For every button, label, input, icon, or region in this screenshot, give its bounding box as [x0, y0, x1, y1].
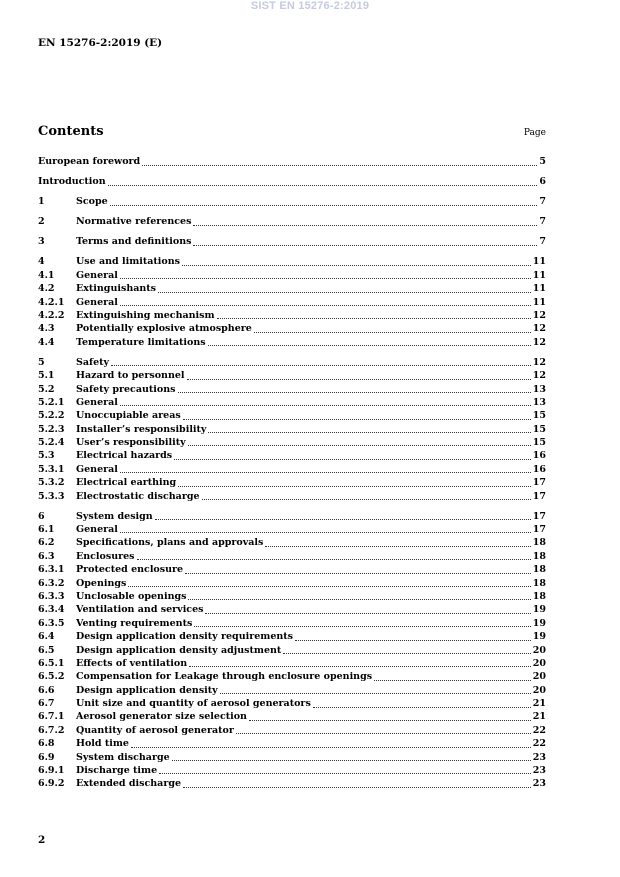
- toc-entry-number: 4.1: [38, 269, 55, 281]
- toc-entry-page: 16: [532, 450, 546, 462]
- toc-entry-title: Use and limitations: [76, 256, 181, 268]
- toc-dot-leader: [159, 773, 531, 774]
- toc-dot-leader: [108, 185, 538, 186]
- toc-dot-leader: [131, 747, 531, 748]
- toc-entry-page: 13: [532, 396, 546, 408]
- toc-entry: [38, 255, 546, 268]
- toc-dot-leader: [187, 379, 531, 380]
- document-identifier: EN 15276-2:2019 (E): [38, 37, 163, 49]
- toc-entry-title: Terms and definitions: [76, 236, 192, 248]
- toc-entry: [38, 711, 546, 724]
- toc-dot-leader: [120, 472, 531, 473]
- toc-entry-title: Temperature limitations: [76, 336, 206, 348]
- toc-dot-leader: [183, 419, 531, 420]
- toc-entry: [38, 463, 546, 476]
- toc-dot-leader: [137, 559, 531, 560]
- toc-entry: [38, 697, 546, 710]
- toc-entry-page: 11: [532, 283, 546, 295]
- toc-dot-leader: [120, 278, 531, 279]
- toc-dot-leader: [182, 265, 531, 266]
- toc-entry-number: 6.9.2: [38, 778, 65, 790]
- toc-entry-title: General: [76, 269, 118, 281]
- toc-entry-title: Protected enclosure: [76, 564, 184, 576]
- toc-entry-page: 19: [532, 617, 546, 629]
- toc-dot-leader: [193, 225, 537, 226]
- toc-entry-page: 7: [539, 196, 546, 208]
- toc-entry-number: 4.2.1: [38, 296, 65, 308]
- toc-entry-page: 19: [532, 604, 546, 616]
- toc-entry-page: 18: [532, 577, 546, 589]
- toc-entry-number: 5.2.1: [38, 396, 65, 408]
- toc-entry-page: 18: [532, 564, 546, 576]
- toc-dot-leader: [202, 499, 531, 500]
- toc-entry: [38, 175, 546, 188]
- toc-entry-number: 4.2: [38, 283, 55, 295]
- toc-entry-number: 5.2.4: [38, 437, 65, 449]
- toc-entry: [38, 369, 546, 382]
- toc-entry-page: 12: [532, 336, 546, 348]
- toc-entry-number: 6.7.2: [38, 724, 65, 736]
- toc-entry-number: 6: [38, 510, 45, 522]
- toc-entry: [38, 684, 546, 697]
- toc-entry-number: 6.5.1: [38, 657, 65, 669]
- toc-entry-page: 17: [532, 524, 546, 536]
- toc-entry-page: 11: [532, 256, 546, 268]
- toc-entry-number: 6.8: [38, 738, 55, 750]
- toc-entry-page: 11: [532, 269, 546, 281]
- toc-dot-leader: [178, 392, 531, 393]
- toc-entry: [38, 630, 546, 643]
- toc-dot-leader: [220, 693, 531, 694]
- toc-entry-title: Extinguishing mechanism: [76, 309, 215, 321]
- watermark: SIST EN 15276-2:2019: [250, 0, 370, 12]
- toc-entry-number: 5: [38, 356, 45, 368]
- toc-dot-leader: [172, 760, 531, 761]
- toc-entry-page: 23: [532, 778, 546, 790]
- toc-entry-page: 18: [532, 537, 546, 549]
- toc-entry: [38, 322, 546, 335]
- toc-entry-page: 20: [532, 644, 546, 656]
- toc-dot-leader: [188, 599, 530, 600]
- toc-entry: [38, 269, 546, 282]
- toc-entry-number: 4: [38, 256, 45, 268]
- toc-entry-title: Unit size and quantity of aerosol generators: [76, 698, 311, 710]
- toc-entry-number: 4.2.2: [38, 309, 65, 321]
- toc-entry-number: 6.4: [38, 631, 55, 643]
- toc-entry-title: Extended discharge: [76, 778, 182, 790]
- toc-entry: [38, 449, 546, 462]
- toc-entry: [38, 670, 546, 683]
- toc-entry-number: 4.3: [38, 323, 55, 335]
- toc-entry: [38, 657, 546, 670]
- toc-dot-leader: [189, 666, 531, 667]
- toc-entry-title: Electrical earthing: [76, 477, 177, 489]
- toc-entry-page: 19: [532, 631, 546, 643]
- toc-dot-leader: [185, 573, 531, 574]
- toc-entry-page: 5: [539, 156, 546, 168]
- toc-group: [38, 510, 546, 791]
- toc-group: [38, 156, 546, 169]
- toc-entry-title: Normative references: [76, 216, 192, 228]
- toc-entry-page: 6: [539, 176, 546, 188]
- toc-entry: [38, 490, 546, 503]
- toc-dot-leader: [142, 165, 537, 166]
- toc-entry-page: 18: [532, 550, 546, 562]
- toc-dot-leader: [194, 626, 530, 627]
- toc-entry: [38, 282, 546, 295]
- toc-entry: [38, 423, 546, 436]
- toc-entry-title: Potentially explosive atmosphere: [76, 323, 252, 335]
- toc-dot-leader: [120, 305, 531, 306]
- toc-entry-number: 5.3.3: [38, 490, 65, 502]
- toc-dot-leader: [128, 586, 530, 587]
- toc-entry-number: 6.3.1: [38, 564, 65, 576]
- toc-entry-page: 13: [532, 383, 546, 395]
- toc-entry-number: 6.7: [38, 698, 55, 710]
- toc-entry-title: System discharge: [76, 751, 170, 763]
- toc-entry-page: 16: [532, 463, 546, 475]
- toc-dot-leader: [183, 787, 531, 788]
- toc-entry-page: 15: [532, 423, 546, 435]
- toc-entry-page: 12: [532, 309, 546, 321]
- toc-entry-title: European foreword: [38, 156, 141, 168]
- toc-entry-number: 6.3: [38, 550, 55, 562]
- toc-dot-leader: [178, 486, 531, 487]
- toc-entry-number: 5.2.3: [38, 423, 65, 435]
- toc-dot-leader: [265, 546, 530, 547]
- toc-group: [38, 356, 546, 503]
- toc-entry-title: Design application density adjustment: [76, 644, 282, 656]
- toc-entry-number: 5.3.2: [38, 477, 65, 489]
- toc-dot-leader: [188, 445, 531, 446]
- toc-entry: [38, 764, 546, 777]
- toc-entry-page: 17: [532, 477, 546, 489]
- toc-entry: [38, 215, 546, 228]
- page-column-label: Page: [523, 128, 546, 138]
- toc-entry-page: 22: [532, 738, 546, 750]
- toc-entry-page: 7: [539, 216, 546, 228]
- toc-entry-number: 4.4: [38, 336, 55, 348]
- toc-entry-title: Electrical hazards: [76, 450, 173, 462]
- toc-dot-leader: [283, 653, 530, 654]
- toc-entry: [38, 296, 546, 309]
- toc-entry-title: User’s responsibility: [76, 437, 186, 449]
- toc-entry-page: 23: [532, 751, 546, 763]
- toc-entry-page: 20: [532, 657, 546, 669]
- toc-entry-page: 22: [532, 724, 546, 736]
- toc-entry-title: Hold time: [76, 738, 129, 750]
- toc-dot-leader: [205, 613, 530, 614]
- toc-entry-number: 5.1: [38, 370, 55, 382]
- toc-dot-leader: [193, 245, 537, 246]
- toc-entry-page: 17: [532, 490, 546, 502]
- toc-entry-number: 6.9.1: [38, 765, 65, 777]
- toc-dot-leader: [236, 733, 531, 734]
- toc-entry: [38, 436, 546, 449]
- contents-heading: Contents: [38, 124, 104, 139]
- toc-entry: [38, 644, 546, 657]
- toc-dot-leader: [249, 720, 531, 721]
- toc-entry-title: General: [76, 396, 118, 408]
- toc-entry: [38, 476, 546, 489]
- toc-entry-title: Unclosable openings: [76, 590, 187, 602]
- toc-entry: [38, 590, 546, 603]
- toc-entry: [38, 309, 546, 322]
- toc-group: [38, 255, 546, 349]
- toc-entry-title: Specifications, plans and approvals: [76, 537, 264, 549]
- toc-entry-number: 6.9: [38, 751, 55, 763]
- toc-entry-number: 5.2: [38, 383, 55, 395]
- toc-group: [38, 235, 546, 248]
- toc-entry-page: 20: [532, 671, 546, 683]
- toc-dot-leader: [111, 365, 531, 366]
- toc-entry-page: 12: [532, 356, 546, 368]
- toc-entry-title: Venting requirements: [76, 617, 193, 629]
- toc-entry-number: 6.3.4: [38, 604, 65, 616]
- toc-entry-title: Openings: [76, 577, 127, 589]
- toc-entry-page: 20: [532, 684, 546, 696]
- toc-entry: [38, 396, 546, 409]
- toc-entry-number: 5.3: [38, 450, 55, 462]
- toc-entry: [38, 356, 546, 369]
- toc-entry-title: General: [76, 463, 118, 475]
- toc-entry-title: Safety precautions: [76, 383, 176, 395]
- toc-dot-leader: [295, 640, 531, 641]
- toc-entry-page: 15: [532, 437, 546, 449]
- toc-entry-number: 6.5: [38, 644, 55, 656]
- toc-dot-leader: [174, 459, 531, 460]
- toc-entry: [38, 737, 546, 750]
- toc-entry: [38, 156, 546, 169]
- toc-dot-leader: [217, 318, 531, 319]
- toc-group: [38, 175, 546, 188]
- toc-entry-page: 17: [532, 510, 546, 522]
- page-number: 2: [38, 834, 46, 846]
- toc-entry: [38, 777, 546, 790]
- toc-entry-number: 6.7.1: [38, 711, 65, 723]
- toc-dot-leader: [110, 205, 538, 206]
- toc-entry: [38, 550, 546, 563]
- toc-entry-title: Quantity of aerosol generator: [76, 724, 234, 736]
- toc-entry-title: Effects of ventilation: [76, 657, 188, 669]
- toc-dot-leader: [313, 707, 531, 708]
- toc-entry: [38, 523, 546, 536]
- toc-entry-title: Scope: [76, 196, 108, 208]
- toc-entry-title: Compensation for Leakage through enclosure openings: [76, 671, 373, 683]
- toc-dot-leader: [158, 292, 531, 293]
- toc-entry-title: Extinguishants: [76, 283, 157, 295]
- toc-entry-title: Enclosures: [76, 550, 135, 562]
- toc-group: [38, 195, 546, 208]
- toc-entry-page: 18: [532, 590, 546, 602]
- toc-entry-number: 6.6: [38, 684, 55, 696]
- toc-entry-number: 1: [38, 196, 45, 208]
- toc-dot-leader: [208, 345, 531, 346]
- toc-entry-title: Design application density: [76, 684, 218, 696]
- toc-entry-title: General: [76, 524, 118, 536]
- toc-entry-title: Electrostatic discharge: [76, 490, 200, 502]
- toc-entry-title: Unoccupiable areas: [76, 410, 181, 422]
- toc-entry-title: General: [76, 296, 118, 308]
- toc-entry: [38, 195, 546, 208]
- toc-entry-number: 6.3.3: [38, 590, 65, 602]
- toc-entry-title: Ventilation and services: [76, 604, 204, 616]
- toc-entry-title: Installer’s responsibility: [76, 423, 207, 435]
- toc-entry: [38, 751, 546, 764]
- toc-group: [38, 215, 546, 228]
- table-of-contents: [38, 156, 546, 791]
- toc-entry-number: 5.3.1: [38, 463, 65, 475]
- toc-entry: [38, 235, 546, 248]
- toc-entry: [38, 577, 546, 590]
- toc-entry-number: 3: [38, 236, 45, 248]
- toc-entry-title: System design: [76, 510, 153, 522]
- toc-dot-leader: [374, 680, 531, 681]
- toc-entry-title: Introduction: [38, 176, 106, 188]
- toc-entry-page: 21: [532, 711, 546, 723]
- toc-entry-title: Aerosol generator size selection: [76, 711, 247, 723]
- toc-entry-page: 15: [532, 410, 546, 422]
- toc-entry-page: 12: [532, 323, 546, 335]
- toc-dot-leader: [120, 405, 531, 406]
- toc-entry-page: 7: [539, 236, 546, 248]
- toc-entry-title: Discharge time: [76, 765, 158, 777]
- toc-entry-number: 6.3.2: [38, 577, 65, 589]
- toc-entry-title: Design application density requirements: [76, 631, 294, 643]
- toc-entry-number: 6.1: [38, 524, 55, 536]
- toc-entry: [38, 724, 546, 737]
- toc-entry: [38, 383, 546, 396]
- toc-entry-number: 6.5.2: [38, 671, 65, 683]
- toc-entry-title: Hazard to personnel: [76, 370, 185, 382]
- toc-entry-number: 2: [38, 216, 45, 228]
- toc-entry: [38, 510, 546, 523]
- toc-entry: [38, 336, 546, 349]
- toc-entry-number: 6.2: [38, 537, 55, 549]
- toc-dot-leader: [120, 532, 531, 533]
- toc-entry-title: Safety: [76, 356, 110, 368]
- toc-dot-leader: [254, 332, 531, 333]
- toc-entry: [38, 617, 546, 630]
- toc-entry-page: 12: [532, 370, 546, 382]
- toc-entry: [38, 603, 546, 616]
- toc-entry: [38, 409, 546, 422]
- toc-entry-page: 21: [532, 698, 546, 710]
- toc-entry-number: 6.3.5: [38, 617, 65, 629]
- toc-entry: [38, 536, 546, 549]
- toc-dot-leader: [208, 432, 530, 433]
- toc-dot-leader: [155, 519, 531, 520]
- toc-entry: [38, 563, 546, 576]
- toc-entry-page: 11: [532, 296, 546, 308]
- toc-entry-page: 23: [532, 765, 546, 777]
- toc-entry-number: 5.2.2: [38, 410, 65, 422]
